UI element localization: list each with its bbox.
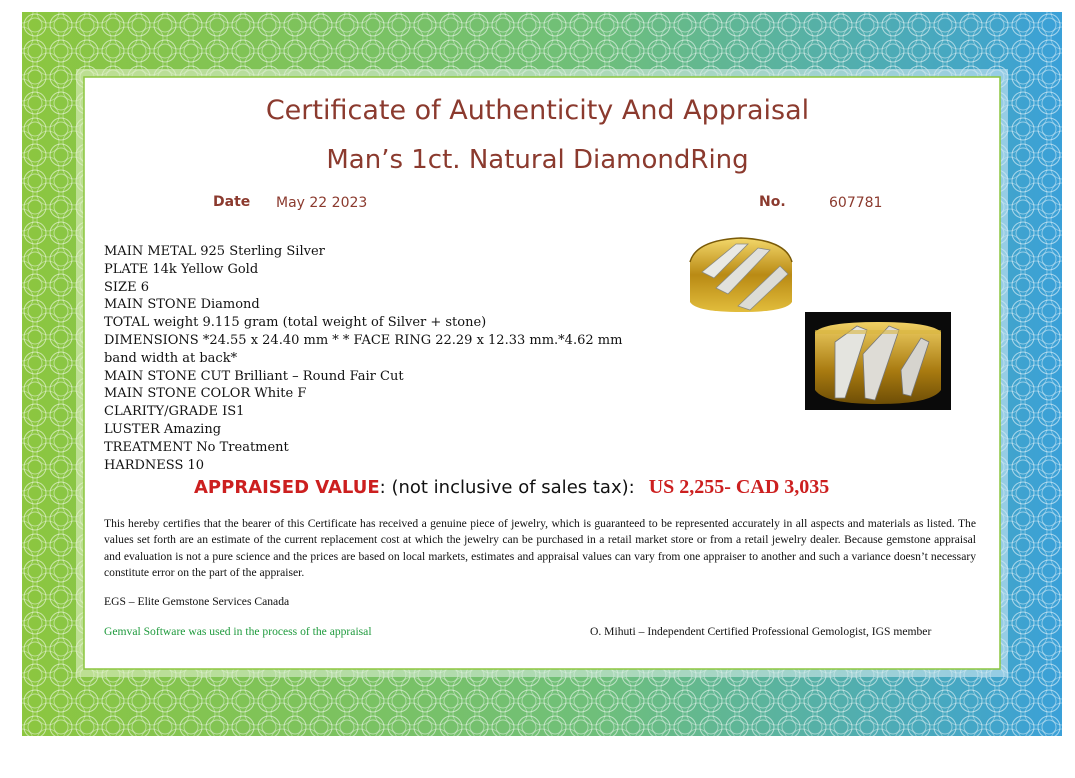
appraised-value-label: APPRAISED VALUE xyxy=(194,477,380,498)
number-value: 607781 xyxy=(829,195,883,211)
spec-stone-cut: MAIN STONE CUT Brilliant – Round Fair Cut xyxy=(104,368,404,384)
spec-treatment: TREATMENT No Treatment xyxy=(104,439,289,455)
software-note: Gemval Software was used in the process of the appraisal xyxy=(104,625,372,638)
spec-plate: PLATE 14k Yellow Gold xyxy=(104,261,259,277)
appraised-value-amount: US 2,255- CAD 3,035 xyxy=(648,476,830,498)
spec-main-metal: MAIN METAL 925 Sterling Silver xyxy=(104,244,325,259)
spec-dimensions: DIMENSIONS *24.55 x 24.40 mm * * FACE RING 22.29 x 12.33 mm.*4.62 mm band width at back* xyxy=(104,332,623,366)
number-label: No. xyxy=(759,194,786,210)
appraised-value-note: : (not inclusive of sales tax): xyxy=(379,477,635,498)
gemologist-signature: O. Mihuti – Independent Certified Professional Gemologist, IGS member xyxy=(590,625,932,638)
ring-photo-top xyxy=(688,232,794,313)
issuer-name: EGS – Elite Gemstone Services Canada xyxy=(104,595,290,608)
certificate-subtitle: Man’s 1ct. Natural DiamondRing xyxy=(326,145,749,175)
appraised-value-line xyxy=(194,476,829,499)
spec-main-stone: MAIN STONE Diamond xyxy=(104,297,260,313)
spec-total-weight: TOTAL weight 9.115 gram (total weight of Silver + stone) xyxy=(104,315,487,331)
spec-hardness: HARDNESS 10 xyxy=(104,457,205,473)
spec-luster: LUSTER Amazing xyxy=(104,421,222,437)
ring-photo-front xyxy=(805,312,951,410)
date-label: Date xyxy=(213,194,251,210)
certification-statement: This hereby certifies that the bearer of this Certificate has received a genuine piece of jewelry, which is guaranteed to be represented accurately in all aspects and materials as listed. The values set forth are an estimate of the current replacement cost at which the jewelry can be purchased in a retail market store or from a retail jewelry dealer. Because gemstone appraisal and evaluation is not a pure science and the prices are based on local markets, estimates and appraisal values can vary from one appraiser to another and such a variance doesn’t necessary constitute error on the part of the appraiser. xyxy=(104,517,976,579)
spec-size: SIZE 6 xyxy=(104,279,149,295)
certificate-title: Certificate of Authenticity And Appraisal xyxy=(265,95,810,126)
date-value: May 22 2023 xyxy=(276,195,368,211)
specs-list xyxy=(104,243,664,474)
spec-stone-color: MAIN STONE COLOR White F xyxy=(104,386,307,402)
spec-clarity: CLARITY/GRADE IS1 xyxy=(104,404,245,420)
